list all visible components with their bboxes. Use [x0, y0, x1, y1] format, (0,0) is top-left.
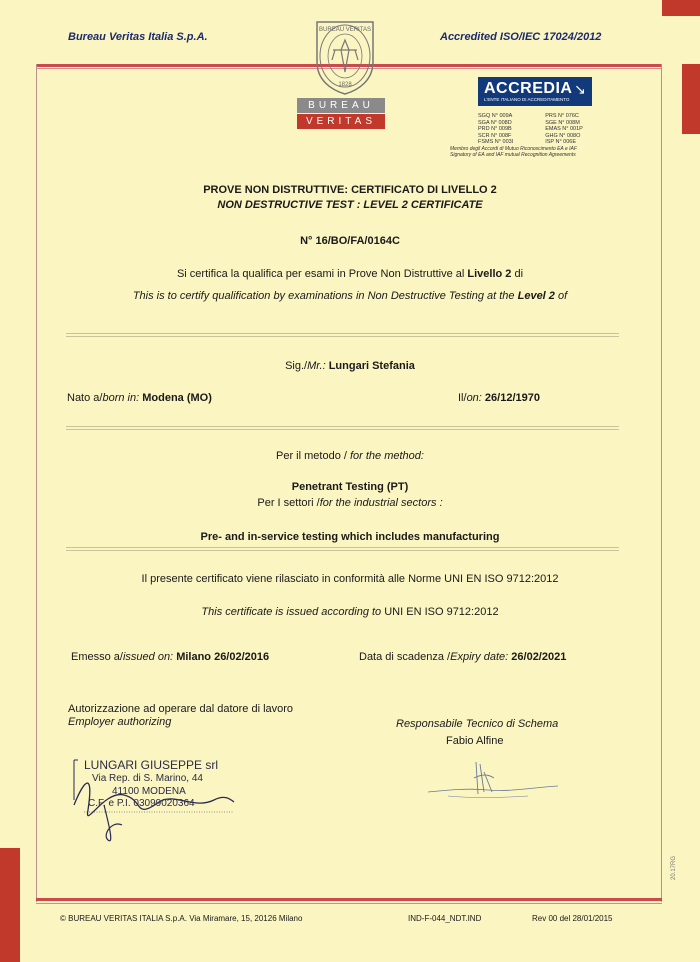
footer-document-code: IND-F-044_NDT.IND	[408, 914, 482, 923]
statement-it-text: Si certifica la qualifica per esami in Prove Non Distruttive al	[176, 268, 468, 280]
issue-date-line	[71, 651, 269, 663]
birthplace-value: Modena (MO)	[142, 392, 212, 404]
header-accreditation: Accredited ISO/IEC 17024/2012	[440, 31, 602, 43]
frame-bottom-border	[36, 898, 662, 901]
birthdate-line	[458, 392, 540, 404]
statement-en-suffix: of	[554, 290, 568, 302]
registration-code: SGA N° 008D	[478, 119, 512, 126]
registration-code: FSMS N° 003I	[478, 139, 514, 145]
logo-band-bureau: BUREAU	[297, 98, 385, 113]
seal-text: BUREAU VERITAS	[319, 27, 371, 33]
holder-name: Lungari Stefania	[328, 360, 415, 372]
stamp-address: Via Rep. di S. Marino, 44	[92, 773, 203, 784]
divider	[66, 426, 619, 430]
employer-signature	[64, 750, 264, 850]
stamp-tax-code: C.F. e P.I. 03099020364	[88, 798, 195, 809]
method-label	[0, 450, 700, 462]
expiry-label-en: Expiry date:	[450, 651, 509, 663]
certificate-title-it: PROVE NON DISTRUTTIVE: CERTIFICATO DI LIVELLO 2	[203, 184, 497, 196]
method-label-it: Per il metodo /	[276, 450, 350, 462]
divider	[66, 333, 619, 337]
italy-map-icon: ↘	[574, 81, 586, 97]
red-corner-tab	[662, 0, 700, 16]
employer-authorizing-en: Employer authorizing	[68, 716, 172, 728]
stamp-company: LUNGARI GIUSEPPE srl	[84, 758, 219, 772]
registration-code: ISP N° 006E	[545, 139, 577, 145]
registration-code: EMAS N° 001P	[545, 126, 583, 132]
registration-code: PRS N° 076C	[545, 113, 579, 119]
certificate-number: N° 16/BO/FA/0164C	[300, 235, 400, 247]
responsible-signature	[418, 752, 568, 812]
footer-revision: Rev 00 del 28/01/2015	[532, 914, 613, 923]
accredia-subtitle: L'ENTE ITALIANO DI ACCREDITAMENTO	[484, 97, 570, 102]
responsible-name: Fabio Alfine	[446, 735, 504, 747]
norm-en-standard: UNI EN ISO 9712:2012	[381, 606, 499, 618]
registration-code: SGQ N° 009A	[478, 113, 513, 119]
stamp-city: 41100 MODENA	[112, 786, 186, 797]
birthdate-label-it: Il/	[458, 392, 467, 404]
birthdate-label-en: on:	[466, 392, 482, 404]
bureau-veritas-seal-logo	[305, 16, 385, 96]
employer-authorizing-it: Autorizzazione ad operare dal datore di lavoro	[68, 703, 294, 715]
accredia-logo	[478, 77, 592, 106]
issued-value: Milano 26/02/2016	[176, 651, 270, 663]
holder-label-it: Sig./	[285, 360, 308, 372]
norm-en-text: This certificate is issued according to	[201, 606, 382, 618]
footer-copyright: © BUREAU VERITAS ITALIA S.p.A. Via Miramare, 15, 20126 Milano	[60, 914, 303, 923]
registration-code: GHG N° 008O	[545, 132, 581, 139]
birthdate-value: 26/12/1970	[484, 392, 540, 404]
norm-statement-en	[0, 606, 700, 618]
registration-code: PRD N° 009B	[478, 126, 512, 132]
statement-en-text: This is to certify qualification by examinations in Non Destructive Testing at the	[132, 290, 518, 302]
birthplace-line	[67, 392, 212, 404]
holder-name-line	[0, 360, 700, 372]
norm-statement-it: Il presente certificato viene rilasciato in conformità alle Norme UNI EN ISO 9712:2012	[141, 573, 559, 585]
accredia-note-it: Membro degli Accordi di Mutuo Riconoscimento EA e IAF	[450, 146, 577, 152]
statement-it	[0, 268, 700, 280]
accredia-registrations	[478, 113, 618, 146]
seal-year: 1828	[338, 82, 352, 88]
sectors-label-it: Per I settori /	[257, 497, 320, 509]
logo-band-veritas: VERITAS	[297, 114, 385, 129]
birthplace-label-it: Nato a/	[67, 392, 103, 404]
expiry-label-it: Data di scadenza /	[359, 651, 451, 663]
responsible-title: Responsabile Tecnico di Schema	[396, 718, 559, 730]
header-company: Bureau Veritas Italia S.p.A.	[68, 31, 208, 43]
method-value: Penetrant Testing (PT)	[291, 481, 409, 493]
expiry-value: 26/02/2021	[511, 651, 567, 663]
statement-en	[0, 290, 700, 302]
holder-label-en: Mr.:	[307, 360, 326, 372]
issued-label-en: issued on:	[122, 651, 174, 663]
red-side-tab	[682, 64, 700, 134]
issued-label-it: Emesso a/	[71, 651, 123, 663]
sectors-label-en: for the industrial sectors :	[319, 497, 443, 509]
statement-it-level: Livello 2	[467, 268, 512, 280]
accredia-note-en: Signatory of EA and IAF mutual Recognition Agreements	[450, 152, 576, 158]
frame-bottom-inner-border	[36, 903, 662, 904]
method-label-en: for the method:	[349, 450, 424, 462]
registration-code: SCR N° 008F	[478, 132, 512, 139]
expiry-date-line	[359, 651, 566, 663]
certificate-title-en: NON DESTRUCTIVE TEST : LEVEL 2 CERTIFICATE	[217, 199, 483, 211]
accredia-name: ACCREDIA	[484, 80, 573, 97]
sectors-value: Pre- and in-service testing which includes manufacturing	[200, 531, 500, 543]
accredia-note	[450, 146, 630, 158]
side-code: 20.17RG	[671, 855, 677, 880]
divider	[66, 547, 619, 551]
registration-code: SGE N° 008M	[545, 119, 580, 126]
sectors-label	[0, 497, 700, 509]
birthplace-label-en: born in:	[102, 392, 140, 404]
red-side-tab-bottom	[0, 848, 20, 962]
statement-en-level: Level 2	[517, 290, 555, 302]
statement-it-suffix: di	[511, 268, 524, 280]
